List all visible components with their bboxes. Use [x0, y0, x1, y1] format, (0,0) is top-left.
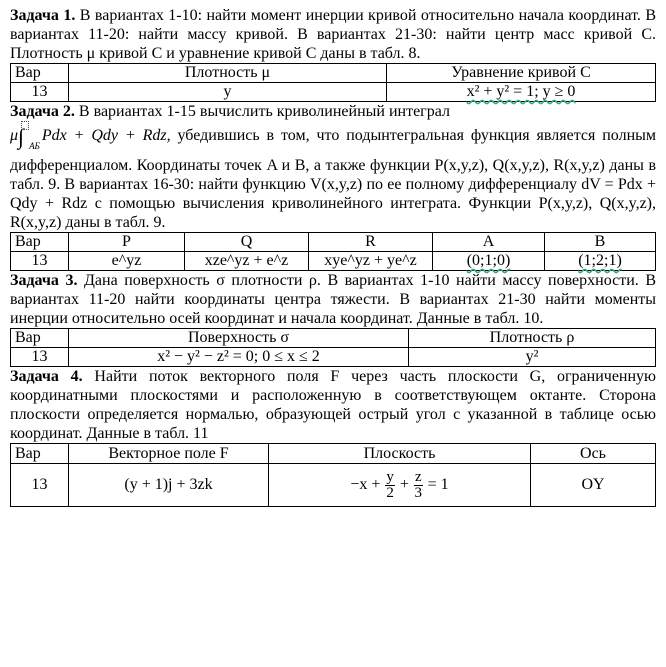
- table-11-header-var: Вар: [11, 444, 69, 464]
- table-8-header-density: Плотность μ: [69, 64, 387, 83]
- table-row: [11, 348, 656, 367]
- table-row: [11, 464, 656, 507]
- table-10-surface: x² − y² − z² = 0; 0 ≤ x ≤ 2: [69, 348, 409, 367]
- task2-paragraph: Задача 2. В вариантах 1-15 вычислить криволинейный интеграл: [10, 103, 450, 120]
- table-9-header: [11, 233, 656, 252]
- plane-lead: −x +: [350, 475, 381, 493]
- table-9-a: (0;1;0): [433, 252, 545, 271]
- task2-intro: В вариантах 1-15 вычислить криволинейный интеграл: [78, 103, 450, 120]
- table-11-header-field: Векторное поле F: [69, 444, 269, 464]
- table-8-var: 13: [11, 83, 69, 102]
- task3-text: Дана поверхность σ плотности ρ. В вариантах 1-10 найти массу поверхности. В вариантах 11-20 найти координаты центра тяжести. В вариантах 21-30 найти моменты инерции относительно осей координат и начала координат. Данные в табл. 10.: [10, 272, 656, 327]
- table-9-p: e^yz: [69, 252, 185, 271]
- plane-tail: = 1: [427, 475, 449, 493]
- task1-heading: Задача 1: [10, 7, 72, 24]
- table-11-plane: [269, 464, 531, 507]
- table-9-header-var: Вар: [11, 233, 69, 252]
- plane-z-fraction: $\frac{z}{3}$: [414, 468, 423, 501]
- table-10-header-var: Вар: [11, 329, 69, 348]
- table-9-header-r: R: [309, 233, 433, 252]
- table-11-header-plane: Плоскость: [269, 444, 531, 464]
- table-11: [10, 443, 656, 507]
- table-11-header: [11, 444, 656, 464]
- table-9-header-q: Q: [185, 233, 309, 252]
- table-10-var: 13: [11, 348, 69, 367]
- table-9-header-p: P: [69, 233, 185, 252]
- task2-heading: Задача 2: [10, 103, 71, 120]
- table-11-axis: OY: [531, 464, 656, 507]
- table-11-field: (y + 1)j + 3zk: [69, 464, 269, 507]
- table-8-density: y: [69, 83, 387, 102]
- task2-paragraph-main: [10, 121, 656, 232]
- table-9-q: xze^yz + e^z: [185, 252, 309, 271]
- task1-text: В вариантах 1-10: найти момент инерции кривой относительно начала координат. В вариантах 11-20: найти массу кривой. В вариантах 21-30: найти центр масс кривой C. Плотность μ кривой C и уравнение кривой C даны в табл. 8.: [10, 7, 657, 62]
- task1-paragraph: Задача 1. В вариантах 1-10: найти момент инерции кривой относительно начала координат. В вариантах 11-20: найти массу кривой. В вариантах 21-30: найти центр масс кривой C. Плотность μ кривой C и уравнение кривой C даны в табл. 8.: [10, 7, 657, 62]
- table-10-header-density: Плотность ρ: [409, 329, 656, 348]
- integral-prefix: μ: [10, 127, 19, 144]
- table-9-var: 13: [11, 252, 69, 271]
- integral-body: Pdx + Qdy + Rdz,: [41, 127, 171, 144]
- table-10-header-surface: Поверхность σ: [69, 329, 409, 348]
- table-8-equation: x² + y² = 1; y ≥ 0: [387, 83, 656, 102]
- task3-heading: Задача 3: [10, 272, 74, 289]
- table-8: [10, 63, 656, 102]
- plane-y-fraction: $\frac{y}{2}$: [386, 468, 394, 501]
- table-9: [10, 232, 656, 271]
- table-10: [10, 328, 656, 367]
- task3-paragraph: Задача 3. Дана поверхность σ плотности ρ. В вариантах 1-10 найти массу поверхности. В вариантах 11-20 найти координаты центра тяжести. В вариантах 21-30 найти моменты инерции относительно осей координат и начала координат. Данные в табл. 10.: [10, 272, 656, 327]
- integral-placeholder-icon: [21, 121, 29, 130]
- table-11-var: 13: [11, 464, 69, 507]
- integral-sign-icon: ∫: [18, 124, 25, 149]
- table-row: [11, 83, 656, 102]
- table-9-r: xye^yz + ye^z: [309, 252, 433, 271]
- table-11-header-axis: Ось: [531, 444, 656, 464]
- table-8-header: [11, 64, 656, 83]
- plane-plus: +: [399, 475, 409, 493]
- table-9-header-a: A: [433, 233, 545, 252]
- table-10-header: [11, 329, 656, 348]
- task2-text: убедившись в том, что подынтегральная функция является полным дифференциалом. Координаты точек A и B, а также функции P(x,y,z), Q(x,y,z), R(x,y,z) даны в табл. 9. В вариантах 16-30: найти функцию V(x,y,z) по ее полному дифференциалу dV = Pdx + Qdy + Rdz с помощью вычисления криволинейного интеграта. Функции P(x,y,z), Q(x,y,z), R(x,y,z) даны в табл. 9.: [10, 127, 657, 231]
- table-8-header-var: Вар: [11, 64, 69, 83]
- table-8-header-equation: Уравнение кривой C: [387, 64, 656, 83]
- table-9-header-b: B: [545, 233, 656, 252]
- integral-subscript: AБ: [29, 141, 40, 151]
- task4-heading: Задача 4: [10, 368, 79, 385]
- table-10-density: y²: [409, 348, 656, 367]
- task4-paragraph: Задача 4. Найти поток векторного поля F через часть плоскости G, ограниченную координатными плоскостями и расположенную в соответствующем октанте. Сторона плоскости определяется нормалью, образующей острый угол с указанной в таблице осью координат. Данные в табл. 11: [10, 368, 657, 442]
- table-row: [11, 252, 656, 271]
- table-9-b: (1;2;1): [545, 252, 656, 271]
- task4-text: Найти поток векторного поля F через часть плоскости G, ограниченную координатными плоскостями и расположенную в соответствующем октанте. Сторона плоскости определяется нормалью, образующей острый угол с указанной в таблице осью координат. Данные в табл. 11: [10, 368, 657, 442]
